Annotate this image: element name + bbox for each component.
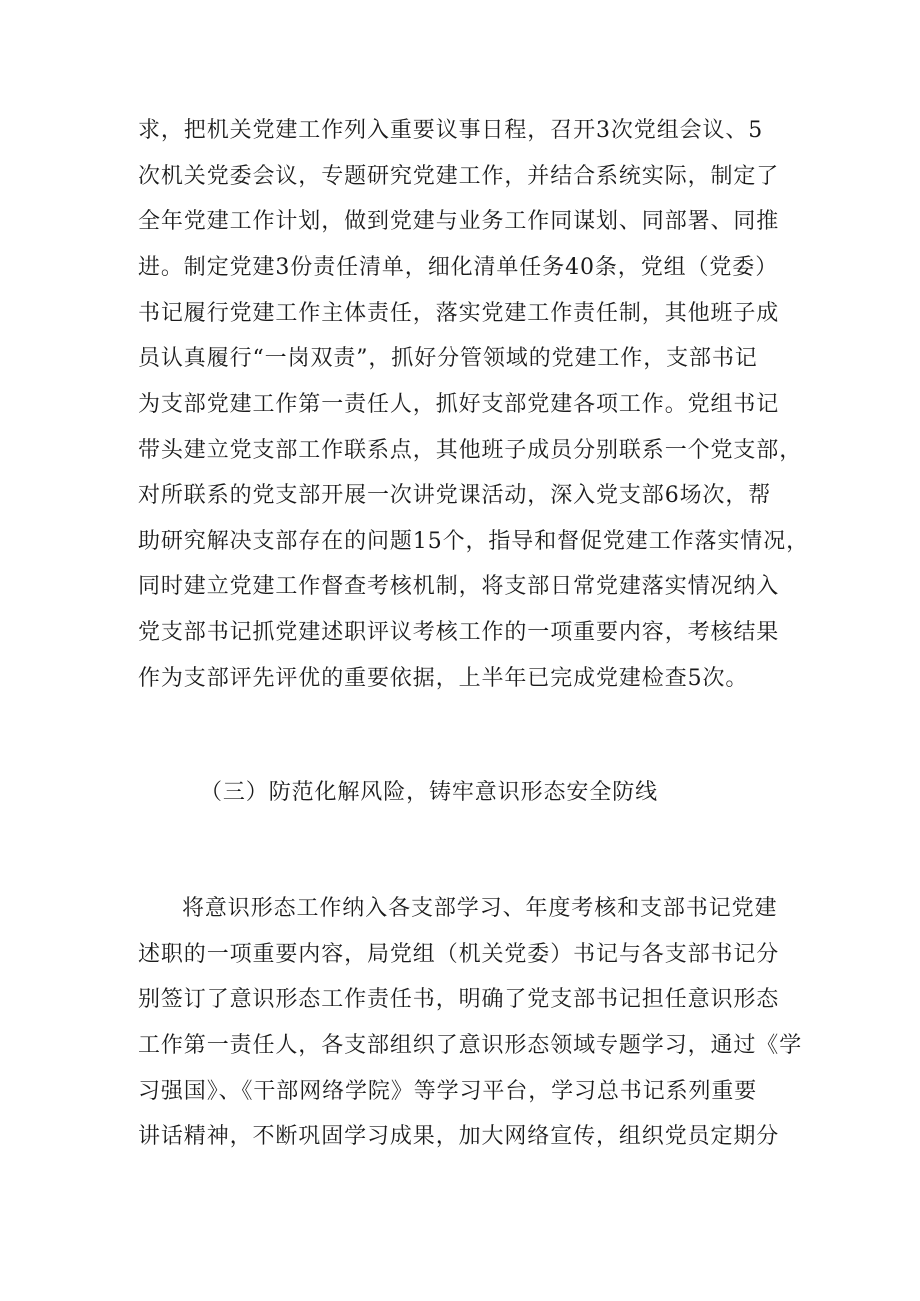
paragraph-1-line-4: 进。制定党建3份责任清单，细化清单任务40条，党组（党委） xyxy=(138,255,779,280)
paragraph-2-line-1: 将意识形态工作纳入各支部学习、年度考核和支部书记党建 xyxy=(182,896,778,921)
paragraph-2-line-2: 述职的一项重要内容，局党组（机关党委）书记与各支部书记分 xyxy=(138,942,780,967)
paragraph-2-line-6: 讲话精神，不断巩固学习成果，加大网络宣传，组织党员定期分 xyxy=(138,1124,780,1149)
paragraph-1-line-9: 对所联系的党支部开展一次讲党课活动，深入党支部6场次，帮 xyxy=(138,483,772,508)
paragraph-1-line-10: 助研究解决支部存在的问题15个，指导和督促党建工作落实情况， xyxy=(138,529,809,554)
paragraph-1-line-8: 带头建立党支部工作联系点，其他班子成员分别联系一个党支部， xyxy=(138,438,803,463)
paragraph-1-line-6: 员认真履行“一岗双责”，抓好分管领域的党建工作，支部书记 xyxy=(138,346,758,371)
paragraph-2-line-5: 习强国》、《干部网络学院》等学习平台，学习总书记系列重要 xyxy=(138,1079,758,1104)
paragraph-2-line-4: 工作第一责任人，各支部组织了意识形态领域专题学习，通过《学 xyxy=(138,1033,803,1058)
paragraph-1-line-1: 求，把机关党建工作列入重要议事日程，召开3次党组会议、5 xyxy=(138,118,764,143)
paragraph-1-line-7: 为支部党建工作第一责任人，抓好支部党建各项工作。党组书记 xyxy=(138,392,780,417)
paragraph-1-line-12: 党支部书记抓党建述职评议考核工作的一项重要内容，考核结果 xyxy=(138,620,780,645)
paragraph-2-line-3: 别签订了意识形态工作责任书，明确了党支部书记担任意识形态 xyxy=(138,987,780,1012)
paragraph-1-line-13: 作为支部评先评优的重要依据，上半年已完成党建检查5次。 xyxy=(138,666,749,691)
paragraph-1-line-3: 全年党建工作计划，做到党建与业务工作同谋划、同部署、同推 xyxy=(138,209,780,234)
paragraph-1-line-2: 次机关党委会议，专题研究党建工作，并结合系统实际，制定了 xyxy=(138,164,780,189)
paragraph-1-line-5: 书记履行党建工作主体责任，落实党建工作责任制，其他班子成 xyxy=(138,301,780,326)
section-heading: （三）防范化解风险，铸牢意识形态安全防线 xyxy=(200,780,659,805)
paragraph-1-line-11: 同时建立党建工作督查考核机制，将支部日常党建落实情况纳入 xyxy=(138,574,780,599)
